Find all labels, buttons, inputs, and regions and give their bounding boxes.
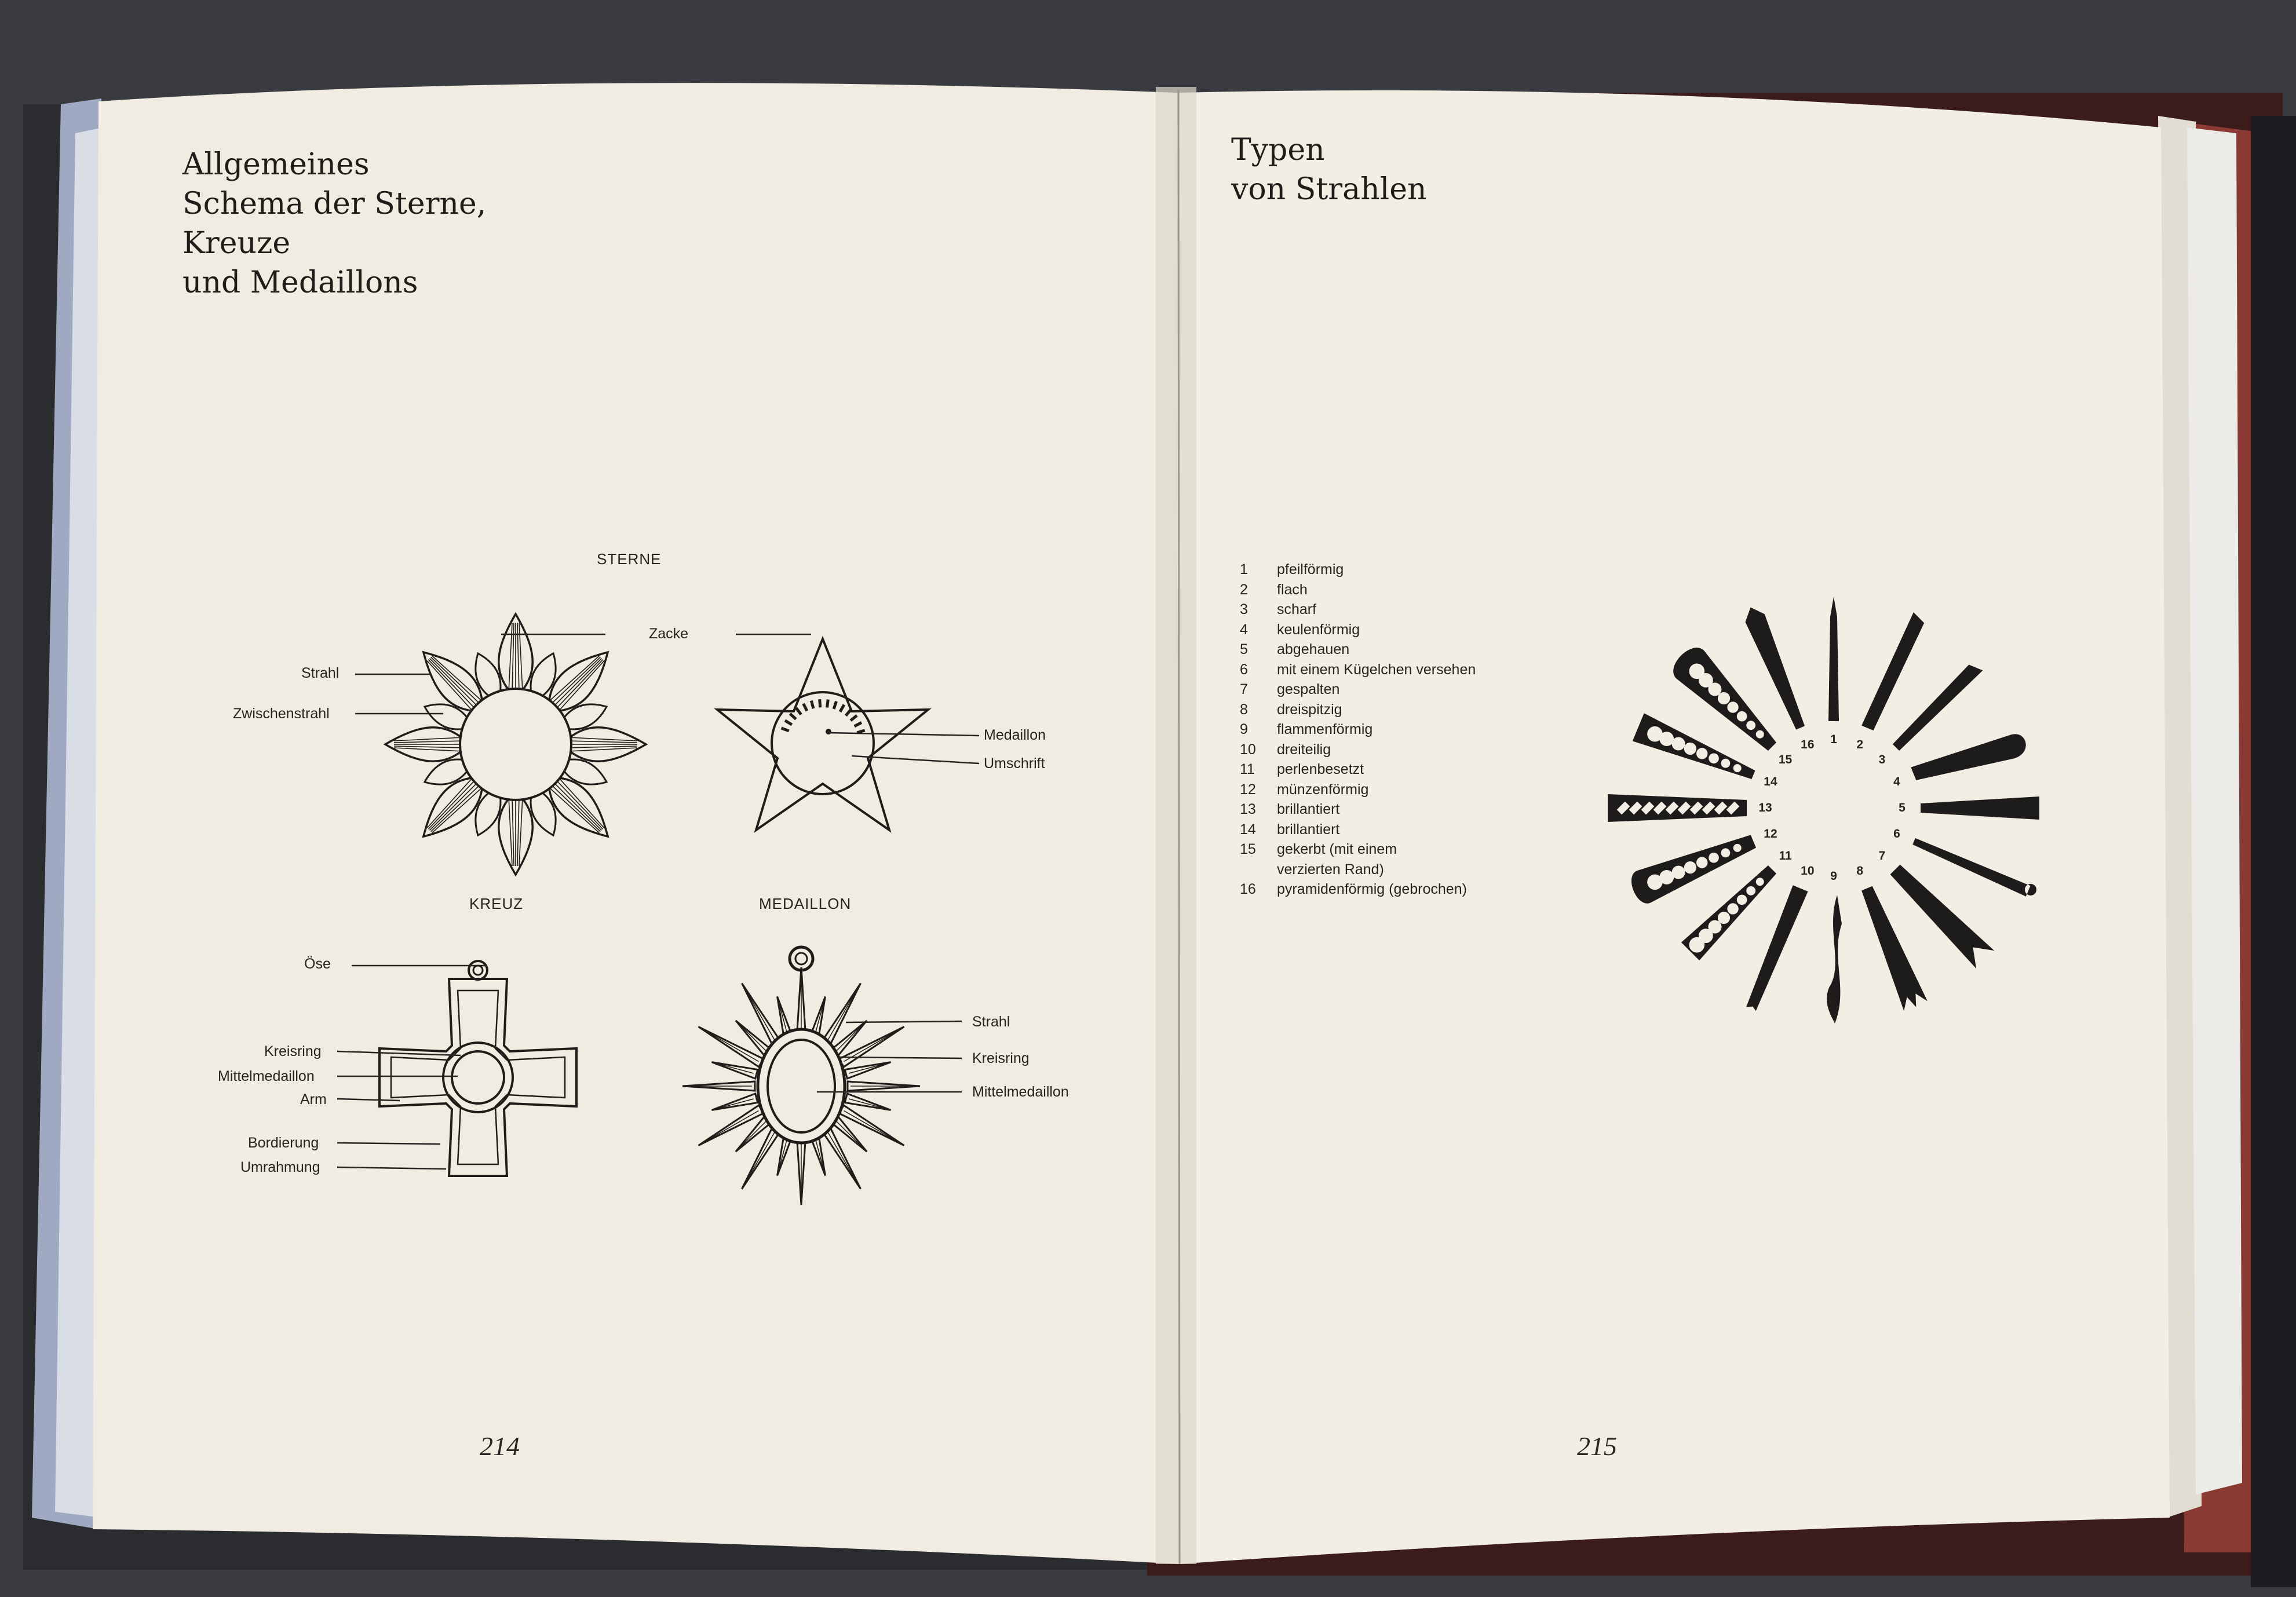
ray-number: 4 bbox=[1893, 774, 1900, 788]
ray-number: 3 bbox=[1878, 752, 1886, 766]
ray-number: 8 bbox=[1856, 864, 1863, 878]
legend-item bbox=[1240, 759, 1543, 780]
ray-number: 15 bbox=[1778, 752, 1793, 766]
label-kreisring: Kreisring bbox=[264, 1043, 322, 1059]
right-page-title: Typen von Strahlen bbox=[1231, 133, 1427, 207]
legend-item bbox=[1240, 679, 1543, 700]
legend-number: 12 bbox=[1240, 781, 1256, 798]
legend-item bbox=[1240, 740, 1543, 760]
ray-number: 6 bbox=[1893, 827, 1900, 841]
ray-number: 7 bbox=[1878, 849, 1886, 863]
ray-number: 13 bbox=[1758, 801, 1772, 814]
legend-number: 14 bbox=[1240, 821, 1256, 838]
legend-number: 5 bbox=[1240, 641, 1248, 657]
label-strahl: Strahl bbox=[301, 665, 340, 681]
legend-item bbox=[1240, 700, 1543, 720]
ray-number: 2 bbox=[1856, 737, 1863, 751]
legend-item bbox=[1240, 560, 1543, 580]
label-arm: Arm bbox=[300, 1091, 327, 1108]
page-number-left: 214 bbox=[480, 1431, 520, 1461]
label-medaillon-strahl: Strahl bbox=[972, 1014, 1010, 1030]
legend-text: perlenbesetzt bbox=[1277, 761, 1364, 777]
legend-text: flach bbox=[1277, 581, 1308, 598]
legend-number: 15 bbox=[1240, 841, 1256, 857]
legend-item bbox=[1240, 799, 1543, 820]
legend-text: pyramidenförmig (gebrochen) bbox=[1277, 881, 1467, 897]
legend-number: 4 bbox=[1240, 621, 1248, 638]
ray-number: 9 bbox=[1830, 869, 1837, 883]
label-bordierung: Bordierung bbox=[248, 1135, 319, 1151]
legend-number: 10 bbox=[1240, 741, 1256, 758]
label-umrahmung: Umrahmung bbox=[240, 1159, 320, 1175]
legend-text: gespalten bbox=[1277, 681, 1340, 697]
legend-item bbox=[1240, 719, 1543, 740]
legend-number: 8 bbox=[1240, 701, 1248, 718]
page-number-right: 215 bbox=[1577, 1431, 1617, 1461]
legend-number: 1 bbox=[1240, 561, 1248, 578]
legend-text: flammenförmig bbox=[1277, 721, 1373, 737]
legend-text: münzenförmig bbox=[1277, 781, 1369, 798]
label-zacke: Zacke bbox=[649, 626, 689, 642]
legend-number: 13 bbox=[1240, 801, 1256, 817]
legend-item bbox=[1240, 839, 1543, 879]
legend-text: abgehauen bbox=[1277, 641, 1350, 657]
ray-number: 14 bbox=[1764, 774, 1777, 788]
legend-text: mit einem Kügelchen versehen bbox=[1277, 661, 1476, 678]
star-medallion bbox=[460, 689, 571, 800]
left-page bbox=[93, 83, 1179, 1564]
ray-number: 5 bbox=[1899, 801, 1906, 814]
legend-item bbox=[1240, 660, 1543, 680]
legend-number: 7 bbox=[1240, 681, 1248, 697]
legend-text: brillantiert bbox=[1277, 801, 1340, 817]
cover-spine-right-dark bbox=[2251, 116, 2296, 1587]
right-page-stack-edge bbox=[2187, 127, 2242, 1494]
section-sterne: STERNE bbox=[597, 550, 662, 568]
ray-number: 1 bbox=[1830, 733, 1837, 746]
legend-item bbox=[1240, 820, 1543, 840]
legend-text: scharf bbox=[1277, 601, 1317, 617]
label-medaillon-mittelmedaillon: Mittelmedaillon bbox=[972, 1084, 1069, 1100]
label-medaillon: Medaillon bbox=[984, 727, 1046, 743]
legend-number: 3 bbox=[1240, 601, 1248, 617]
ray-number: 10 bbox=[1801, 864, 1815, 878]
legend-item bbox=[1240, 639, 1543, 660]
legend-item bbox=[1240, 879, 1543, 900]
section-medaillon: MEDAILLON bbox=[759, 895, 852, 912]
legend-item bbox=[1240, 580, 1543, 600]
label-zwischenstrahl: Zwischenstrahl bbox=[233, 706, 330, 722]
legend-number: 2 bbox=[1240, 581, 1248, 598]
ray-number: 11 bbox=[1779, 849, 1792, 863]
ray-number: 12 bbox=[1764, 827, 1777, 841]
legend-number: 9 bbox=[1240, 721, 1248, 737]
legend-text: gekerbt (mit einem verzierten Rand) bbox=[1277, 841, 1397, 878]
label-medaillon-kreisring: Kreisring bbox=[972, 1050, 1030, 1066]
legend-text: pfeilförmig bbox=[1277, 561, 1344, 578]
gutter-shadow bbox=[1156, 87, 1196, 1564]
ray-types-legend bbox=[1240, 560, 1543, 900]
spine-line bbox=[1178, 90, 1180, 1564]
label-oese: Öse bbox=[304, 956, 331, 972]
legend-text: dreispitzig bbox=[1277, 701, 1342, 718]
section-kreuz: KREUZ bbox=[469, 895, 524, 912]
legend-text: brillantiert bbox=[1277, 821, 1340, 838]
ray-number: 16 bbox=[1801, 737, 1815, 751]
legend-number: 16 bbox=[1240, 881, 1256, 897]
legend-text: keulenförmig bbox=[1277, 621, 1360, 638]
legend-item bbox=[1240, 780, 1543, 800]
sun-star-figure bbox=[385, 614, 646, 875]
label-umschrift: Umschrift bbox=[984, 755, 1045, 772]
left-page-title: Allgemeines Schema der Sterne, Kreuze und Medaillons bbox=[182, 147, 487, 300]
label-mittelmedaillon: Mittelmedaillon bbox=[218, 1068, 315, 1084]
legend-text: dreiteilig bbox=[1277, 741, 1331, 758]
legend-item bbox=[1240, 620, 1543, 640]
legend-number: 11 bbox=[1240, 761, 1255, 777]
legend-number: 6 bbox=[1240, 661, 1248, 678]
legend-item bbox=[1240, 600, 1543, 620]
